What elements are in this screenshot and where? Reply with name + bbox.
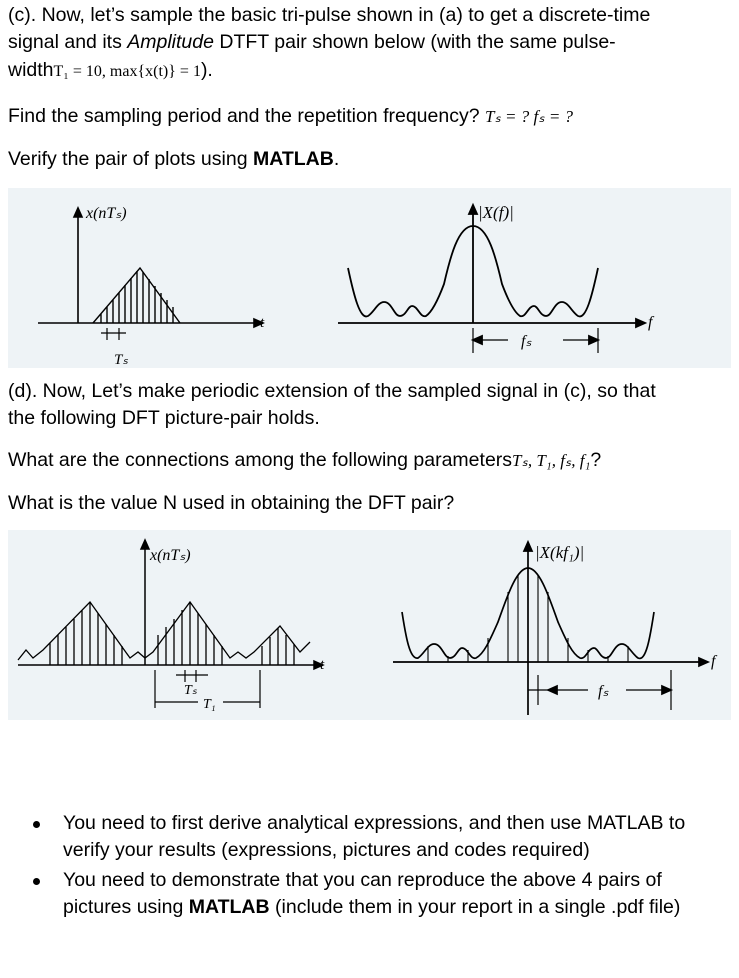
part-c-line3-math: T₁ = 10, max{x(t)} = 1 xyxy=(53,63,201,80)
part-c-question-math: Tₛ = ? fₛ = ? xyxy=(484,107,574,126)
requirements-list xyxy=(0,810,739,921)
figure-c-left-samples xyxy=(101,271,173,323)
figure-d-svg xyxy=(8,530,731,720)
bullet-dot xyxy=(33,878,40,885)
part-d-question-pre: What are the connections among the following parameters xyxy=(8,449,513,471)
part-c-line2-emphasis: Amplitude xyxy=(127,31,214,53)
figure-d-left-period-big: T₁ xyxy=(203,697,216,712)
requirement-item-2 xyxy=(0,867,739,921)
requirement-item-1 xyxy=(0,810,739,864)
requirement-item-2-pre: You need to demonstrate that you can reproduce the above 4 pairs of pictures using xyxy=(63,869,662,918)
requirement-item-2-bold: MATLAB xyxy=(188,896,270,918)
figure-d-right-axis-label: f xyxy=(711,653,716,670)
bullet-dot xyxy=(33,821,40,828)
part-d-question xyxy=(8,447,601,474)
figure-c-right-label: |X(f)| xyxy=(478,203,514,222)
part-c-verify-post: . xyxy=(333,148,340,170)
part-c-line1: (c). Now, let’s sample the basic tri-pulse shown in (a) to get a discrete-time xyxy=(8,4,651,26)
part-c-verify-pre: Verify the pair of plots using xyxy=(8,148,253,170)
figure-d-left-axis-label: t xyxy=(320,657,325,673)
part-c-verify xyxy=(8,146,339,173)
part-c-line3-post: ). xyxy=(200,59,213,81)
part-d-line1: (d). Now, Let’s make periodic extension of the sampled signal in (c), so that xyxy=(8,380,656,402)
figure-d xyxy=(8,530,731,720)
figure-d-right-plot xyxy=(393,542,708,715)
requirement-item-2-post: (include them in your report in a single .pdf file) xyxy=(269,896,681,918)
figure-c xyxy=(8,188,731,368)
figure-d-left-samples xyxy=(50,602,294,665)
figure-c-right-axis-label: f xyxy=(648,314,653,331)
part-d-question-post: ? xyxy=(590,449,602,471)
part-d-line2: the following DFT picture-pair holds. xyxy=(8,407,320,429)
part-c-line2-post: DTFT pair shown below (with the same pulse- xyxy=(213,31,616,53)
figure-d-left-period-small: Tₛ xyxy=(184,683,198,698)
figure-d-left-envelope xyxy=(18,602,310,660)
figure-c-right-plot xyxy=(338,205,645,353)
figure-c-right-period-label: fₛ xyxy=(521,333,532,350)
part-c-line2 xyxy=(8,29,616,56)
figure-d-right-period-label: fₛ xyxy=(598,683,609,700)
figure-c-left-axis-label: t xyxy=(260,315,265,331)
figure-d-left-label: x(nTₛ) xyxy=(150,547,191,564)
part-d-question2: What is the value N used in obtaining the DFT pair? xyxy=(8,492,455,514)
figure-c-left-period-label: Tₛ xyxy=(114,352,128,368)
part-c-verify-bold: MATLAB xyxy=(252,148,334,170)
part-c-question-text: Find the sampling period and the repetition frequency? xyxy=(8,105,480,127)
figure-c-left-label: x(nTₛ) xyxy=(86,205,127,222)
figure-c-left-plot xyxy=(38,208,263,340)
figure-d-right-label: |X(kf₁)| xyxy=(535,543,585,562)
part-c-line3 xyxy=(8,57,213,85)
part-c-line2-pre: signal and its xyxy=(8,31,128,53)
figure-c-svg xyxy=(8,188,731,368)
figure-d-left-plot xyxy=(18,540,323,708)
requirement-item-1-text: You need to first derive analytical expressions, and then use MATLAB to verify your results (expressions, pictures and codes required) xyxy=(63,812,686,861)
part-d-question-math: Tₛ, T₁, fₛ, f₁ xyxy=(512,451,591,470)
part-c-question xyxy=(8,103,573,130)
part-c-line3-pre: width xyxy=(8,59,54,81)
